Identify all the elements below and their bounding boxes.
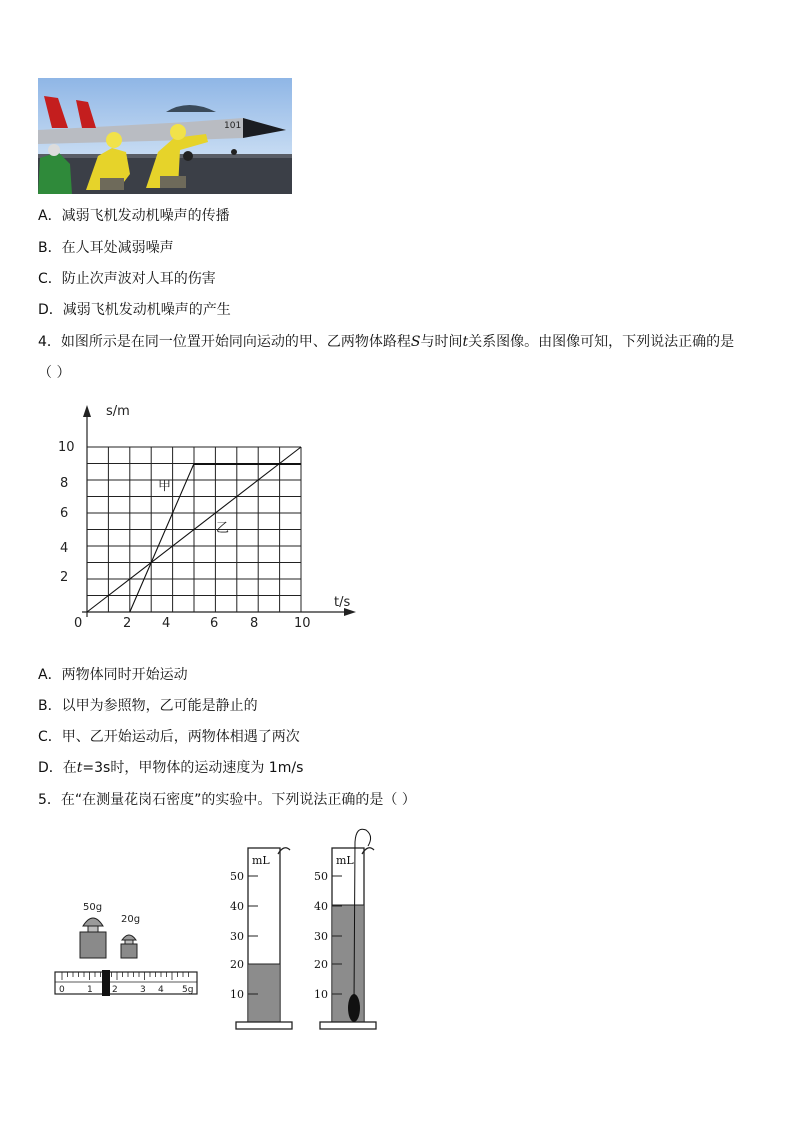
q3-option-a[interactable]: A．减弱飞机发动机噪声的传播 (38, 208, 230, 224)
q4-stem-part2: 与时间 (420, 334, 463, 350)
q3-option-b[interactable]: B．在人耳处减弱噪声 (38, 240, 174, 256)
scale-tick-3: 3 (140, 985, 146, 995)
y-tick-10: 10 (58, 440, 75, 455)
cylinder-1-tick-10: 10 (230, 988, 244, 1001)
y-tick-4: 4 (60, 541, 69, 556)
q4-graph (52, 395, 372, 635)
cylinder-1-tick-30: 30 (230, 930, 244, 943)
scale-tick-5g: 5g (182, 985, 194, 995)
cylinder-2-unit: mL (336, 854, 354, 867)
scale-tick-0: 0 (59, 985, 65, 995)
rider (102, 970, 110, 996)
q5-figure (50, 822, 390, 1037)
q4-var-s: S (410, 334, 421, 350)
cylinder-1-tick-20: 20 (230, 958, 244, 971)
x-tick-4: 4 (162, 616, 171, 631)
q4-var-t: t (462, 334, 469, 350)
cylinder-2 (314, 829, 376, 1029)
y-tick-6: 6 (60, 506, 69, 521)
q4-option-d-suffix: =3s时，甲物体的运动速度为 1m/s (82, 760, 304, 776)
q4-option-d[interactable] (38, 759, 303, 777)
weight-20g-label: 20g (121, 914, 141, 925)
q4-option-d-prefix: D．在 (38, 760, 77, 776)
x-tick-8: 8 (250, 616, 259, 631)
x-axis-label: t/s (334, 595, 351, 610)
y-tick-2: 2 (60, 570, 69, 585)
plane-number: 101 (224, 121, 242, 131)
q4-option-a[interactable]: A．两物体同时开始运动 (38, 667, 188, 683)
q3-option-c[interactable]: C．防止次声波对人耳的伤害 (38, 271, 216, 287)
series-jia-label: 甲 (158, 479, 172, 494)
q4-stem-part1: 4．如图所示是在同一位置开始同向运动的甲、乙两物体路程 (38, 334, 411, 350)
x-tick-6: 6 (210, 616, 219, 631)
q4-option-c[interactable]: C．甲、乙开始运动后，两物体相遇了两次 (38, 729, 300, 745)
cylinder-2-tick-50: 50 (314, 870, 328, 883)
q3-option-d[interactable]: D．减弱飞机发动机噪声的产生 (38, 302, 231, 318)
scale-tick-4: 4 (158, 985, 164, 995)
scale-tick-1: 1 (87, 985, 93, 995)
weight-50g (80, 918, 106, 958)
q4-option-d-var: t (76, 760, 83, 776)
cylinder-1-tick-50: 50 (230, 870, 244, 883)
aircraft-carrier-photo (38, 78, 292, 194)
x-tick-0: 0 (74, 616, 83, 631)
q4-option-b[interactable]: B．以甲为参照物，乙可能是静止的 (38, 698, 258, 714)
scale-tick-2: 2 (112, 985, 118, 995)
cylinder-1-tick-40: 40 (230, 900, 244, 913)
cylinder-2-tick-40: 40 (314, 900, 328, 913)
q5-stem: 5．在“在测量花岗石密度”的实验中。下列说法正确的是（ ） (38, 792, 416, 808)
weight-20g (121, 935, 137, 958)
x-tick-10: 10 (294, 616, 311, 631)
q4-stem (38, 333, 734, 351)
q4-stem-line2: （ ） (38, 365, 71, 381)
series-yi-label: 乙 (216, 521, 230, 536)
cylinder-2-tick-10: 10 (314, 988, 328, 1001)
y-axis-label: s/m (106, 404, 130, 419)
cylinder-2-tick-20: 20 (314, 958, 328, 971)
weight-50g-label: 50g (83, 902, 103, 913)
balance-ruler (55, 972, 197, 994)
x-tick-2: 2 (123, 616, 132, 631)
y-tick-8: 8 (60, 476, 69, 491)
cylinder-1-unit: mL (252, 854, 270, 867)
cylinder-1 (230, 848, 292, 1029)
cylinder-2-tick-30: 30 (314, 930, 328, 943)
granite-stone (348, 994, 360, 1022)
q4-stem-part3: 关系图像。由图像可知，下列说法正确的是 (468, 334, 735, 350)
